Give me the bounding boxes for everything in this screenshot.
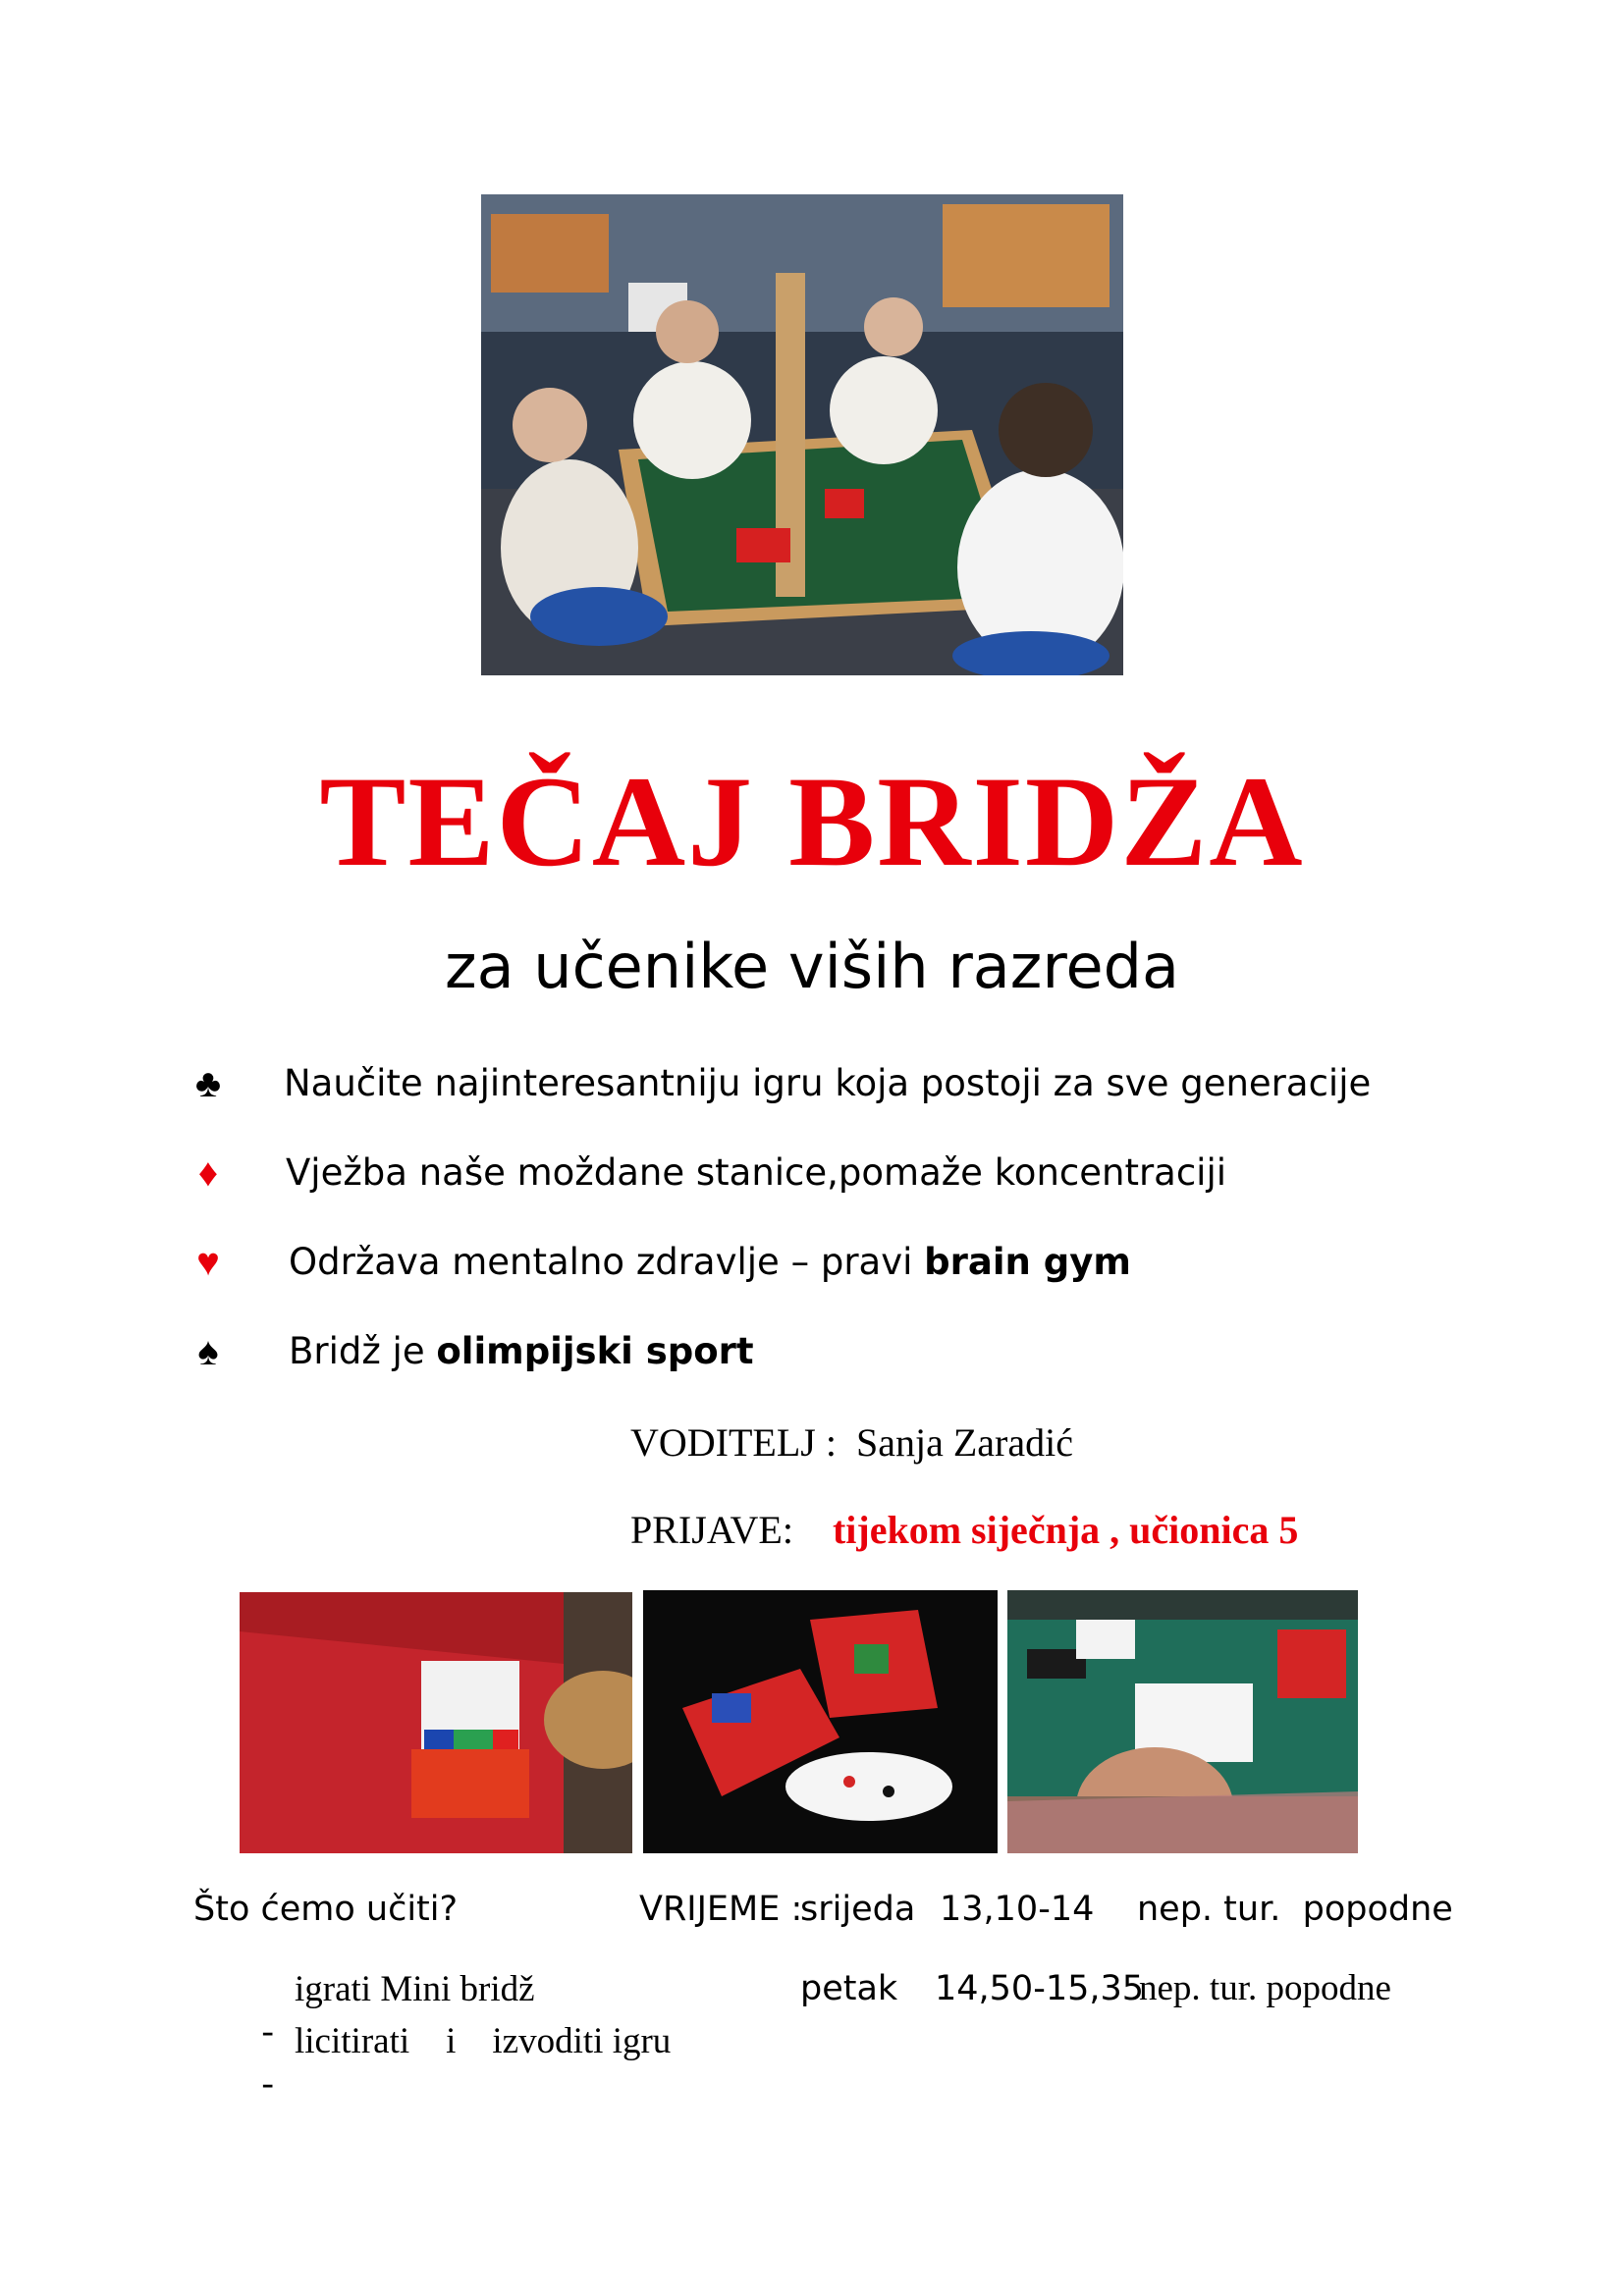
learn-heading: Što ćemo učiti? [193,1890,459,1929]
leader-name: Sanja Zaradić [855,1420,1073,1465]
schedule-time: 14,50-15,35 [935,1969,1145,2008]
spade-icon: ♠ [197,1330,219,1373]
bullet-text: Vježba naše moždane stanice,pomaže koncentraciji [286,1151,1227,1194]
heart-icon: ♥ [196,1241,220,1284]
bullet-text [289,1330,754,1372]
bullet-text [289,1241,1131,1283]
bullet-item [189,1330,1465,1379]
bullet-text-bold: brain gym [924,1241,1131,1283]
bullet-text-plain: Bridž je [289,1330,437,1372]
kids-playing-bridge-photo [481,194,1123,675]
learn-item-text: licitirati i izvoditi igru [295,2021,672,2061]
bullet-text: Naučite najinteresantniju igru koja postoji za sve generacije [284,1062,1372,1104]
learn-item-text: igrati Mini bridž [295,1969,535,2009]
bullet-item [189,1151,1465,1201]
schedule-day: srijeda [800,1890,916,1929]
learn-item-dash: - [261,2011,274,2052]
schedule-day: petak [800,1969,898,2008]
page-title: TEČAJ BRIDŽA [319,749,1305,893]
leader-label: VODITELJ : [630,1420,837,1465]
club-icon: ♣ [194,1062,222,1105]
learn-item-dash: - [261,2063,274,2104]
registration-line [630,1507,1298,1553]
bullet-item [189,1241,1465,1290]
bullet-item [189,1062,1465,1111]
registration-label: PRIJAVE: [630,1508,793,1552]
diamond-icon: ♦ [197,1151,219,1195]
bullet-text-bold: olimpijski sport [436,1330,754,1372]
schedule-note: nep. tur. popodne [1139,1968,1391,2008]
page-subtitle: za učenike viših razreda [445,931,1179,1002]
schedule-label: VRIJEME : [639,1890,803,1929]
schedule-note: nep. tur. popodne [1137,1890,1453,1929]
bullet-text-plain: Održava mentalno zdravlje – pravi [289,1241,925,1283]
card-holders-photo [643,1590,998,1853]
bridge-table-photo [1007,1590,1358,1853]
registration-value: tijekom siječnja , učionica 5 [832,1508,1299,1552]
bidding-box-photo [240,1592,632,1853]
learn-item [244,2020,672,2105]
leader-line [630,1419,1073,1466]
schedule-time: 13,10-14 [940,1890,1095,1929]
